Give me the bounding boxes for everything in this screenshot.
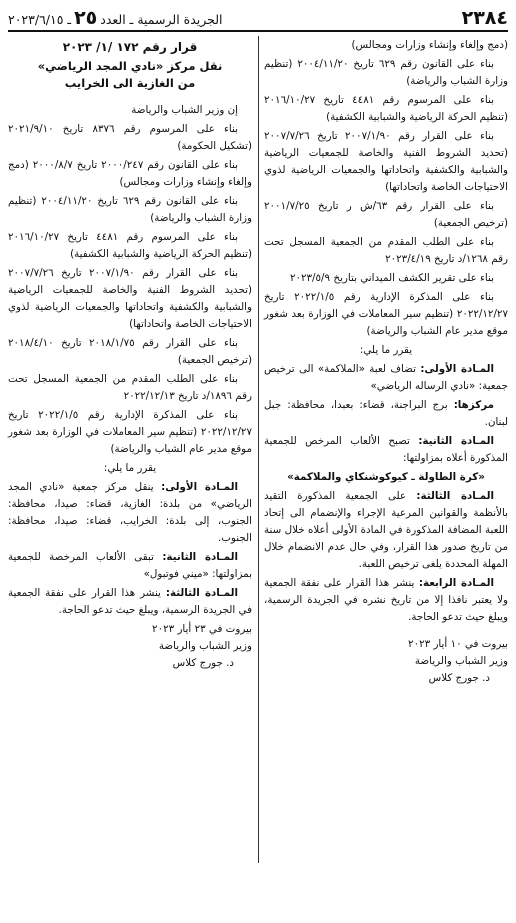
page-header xyxy=(8,6,508,32)
left-column xyxy=(8,37,252,672)
article-text: تضاف لعبة «الملاكمة» الى ترخيص جمعية: «نادي الرساله الرياضي» xyxy=(264,363,508,392)
article-text: ينقل مركز جمعية «نادي المجد الرياضي» من بلدة: الغازية، قضاء: صيدا، محافظة: الجنوب، إلى بلدة: الخرايب، قضاء: صيدا، محافظة: الجنوب. xyxy=(8,481,252,544)
considerant: بناء على الطلب المقدم من الجمعية المسجل تحت رقم ١٨٩٦/د تاريخ ٢٠٢٢/١٢/١٣ xyxy=(8,373,252,402)
place-date: بيروت في ١٠ أيار ٢٠٢٣ xyxy=(408,638,508,650)
article-1 xyxy=(8,479,252,547)
considerant: بناء على القانون رقم ٢٠٠٠/٢٤٧ تاريخ ٢٠٠٠/٨/٧ (دمج وإلغاء وإنشاء وزارات ومجالس) xyxy=(8,159,252,188)
article-text: تبقى الألعاب المرخصة للجمعية بمزاولتها: «ميني فوتبول» xyxy=(8,551,252,580)
considerant: بناء على القرار رقم ٢٠٠٧/١/٩٠ تاريخ ٢٠٠٧/٧/٢٦ (تحديد الشروط الفنية والخاصة للجمعيات الرياضية والشبابية والكشفية واتحاداتها والجمعيات الرياضية لذوي الاحتياجات الخاصة واتحاداتها) xyxy=(8,267,252,330)
article-4 xyxy=(264,575,508,626)
issue-number: ٢٥ xyxy=(74,7,98,29)
licensed-games: «كرة الطاولة ـ كيوكوشنكاي والملاكمة» xyxy=(287,471,485,483)
page-number: ٢٣٨٤ xyxy=(461,7,508,29)
considerant: بناء على المذكرة الإدارية رقم ٢٠٢٢/١/٥ تاريخ ٢٠٢٢/١٢/٢٧ (تنظيم سير المعاملات في الوزارة بعد شغور موقع مدير عام الشباب والرياضة) xyxy=(264,291,508,337)
considerant: بناء على المرسوم رقم ٤٤٨١ تاريخ ٢٠١٦/١٠/٢٧ (تنظيم الحركة الرياضية والشبابية الكشفية) xyxy=(264,94,508,123)
considerant: بناء على تقرير الكشف الميداني بتاريخ ٢٠٢٣/٥/٩ xyxy=(289,272,494,284)
gazette-name: الجريدة الرسمية ـ العدد xyxy=(100,12,223,27)
headquarters-label: مركزها: xyxy=(453,399,494,411)
article-2 xyxy=(8,549,252,583)
article-1 xyxy=(264,361,508,395)
article-2 xyxy=(264,433,508,467)
right-column xyxy=(264,37,508,687)
gazette-heading xyxy=(8,7,222,29)
article-label: المـادة الثالثة: xyxy=(165,587,238,599)
decision-subtitle xyxy=(8,58,252,92)
minister-title: وزير الشباب والرياضة xyxy=(158,640,252,652)
decision-title: قرار رقم ١٧٢ /١/ ٢٠٢٣ xyxy=(62,40,198,54)
decision-subtitle-line: نقل مركز «نادي المجد الرياضي» xyxy=(37,59,223,73)
decides-heading: يقرر ما يلي: xyxy=(103,462,157,474)
considerant: بناء على القانون رقم ٦٢٩ تاريخ ٢٠٠٤/١١/٢٠ (تنظيم وزارة الشباب والرياضة) xyxy=(8,195,252,224)
considerant: بناء على القرار رقم ٢٠٠٧/١/٩٠ تاريخ ٢٠٠٧/٧/٢٦ (تحديد الشروط الفنية والخاصة للجمعيات الرياضية والشبابية والكشفية واتحاداتها والجمعيات الرياضية لذوي الاحتياجات الخاصة واتحاداتها) xyxy=(264,130,508,193)
headquarters xyxy=(264,397,508,431)
article-label: المـادة الأولى: xyxy=(420,363,495,375)
considerant: بناء على القرار رقم ٢٠١٨/١/٧٥ تاريخ ٢٠١٨/٤/١٠ (ترخيص الجمعية) xyxy=(8,337,252,366)
article-text: تصبح الألعاب المرخص للجمعية المذكورة أعلاه بمزاولتها: xyxy=(264,435,508,464)
place-date: بيروت في ٢٣ أيار ٢٠٢٣ xyxy=(152,623,252,635)
article-text: ينشر هذا القرار على نفقة الجمعية ولا يعتبر نافذا إلا من تاريخ نشره في الجريدة الرسمية، ويبلغ حيث تدعو الحاجة. xyxy=(264,577,508,623)
article-3 xyxy=(264,488,508,573)
decision-subtitle-line: من الغازية الى الخرايب xyxy=(64,76,196,90)
considerant: بناء على المرسوم رقم ٨٣٧٦ تاريخ ٢٠٢١/٩/١٠ (تشكيل الحكومة) xyxy=(8,123,252,152)
article-text: على الجمعية المذكورة التقيد بالأنظمة والقوانين المرعية الإجراء والإنضمام الى إتحاد اللعبة المضافة المذكورة في المادة الأولى أعلاه خلال سنة من تاريخ صدور هذا القرار، وفي حال عدم الانضمام خلال المهلة المحددة يلغى ترخيص اللعبة. xyxy=(264,490,508,570)
column-divider xyxy=(258,36,259,863)
signatory: د. جورج كلاس xyxy=(428,672,490,684)
article-label: المـادة الثانية: xyxy=(418,435,495,447)
article-text: ينشر هذا القرار على نفقة الجمعية في الجريدة الرسمية، ويبلغ حيث تدعو الحاجة. xyxy=(8,587,252,616)
considerant: بناء على القرار رقم ٦٣/ش ر تاريخ ٢٠٠١/٧/٢٥ (ترخيص الجمعية) xyxy=(264,200,508,229)
issue-date: ـ ٢٠٢٣/٦/١٥ xyxy=(8,12,72,27)
considerant: بناء على المرسوم رقم ٤٤٨١ تاريخ ٢٠١٦/١٠/٢٧ (تنظيم الحركة الرياضية والشبابية الكشفية) xyxy=(8,231,252,260)
article-label: المـادة الثالثة: xyxy=(416,490,494,502)
headquarters-text: برج البراجنة، قضاء: بعبدا، محافظة: جبل لبنان. xyxy=(264,399,508,428)
signatory: د. جورج كلاس xyxy=(172,657,234,669)
considerant: (دمج وإلغاء وإنشاء وزارات ومجالس) xyxy=(351,39,508,51)
considerant: بناء على المذكرة الإدارية رقم ٢٠٢٢/١/٥ تاريخ ٢٠٢٢/١٢/٢٧ (تنظيم سير المعاملات في الوزارة بعد شغور موقع مدير عام الشباب والرياضة) xyxy=(8,409,252,455)
decides-heading: يقرر ما يلي: xyxy=(359,344,413,356)
minister-title: وزير الشباب والرياضة xyxy=(414,655,508,667)
article-label: المـادة الرابعة: xyxy=(418,577,494,589)
considerant: بناء على القانون رقم ٦٢٩ تاريخ ٢٠٠٤/١١/٢٠ (تنظيم وزارة الشباب والرياضة) xyxy=(264,58,508,87)
article-label: المـادة الأولى: xyxy=(161,481,238,493)
article-label: المـادة الثانية: xyxy=(162,551,238,563)
considerant: بناء على الطلب المقدم من الجمعية المسجل تحت رقم ١٢٦٨/د تاريخ ٢٠٢٣/٤/١٩ xyxy=(264,236,508,265)
intro: إن وزير الشباب والرياضة xyxy=(131,104,238,116)
article-3 xyxy=(8,585,252,619)
